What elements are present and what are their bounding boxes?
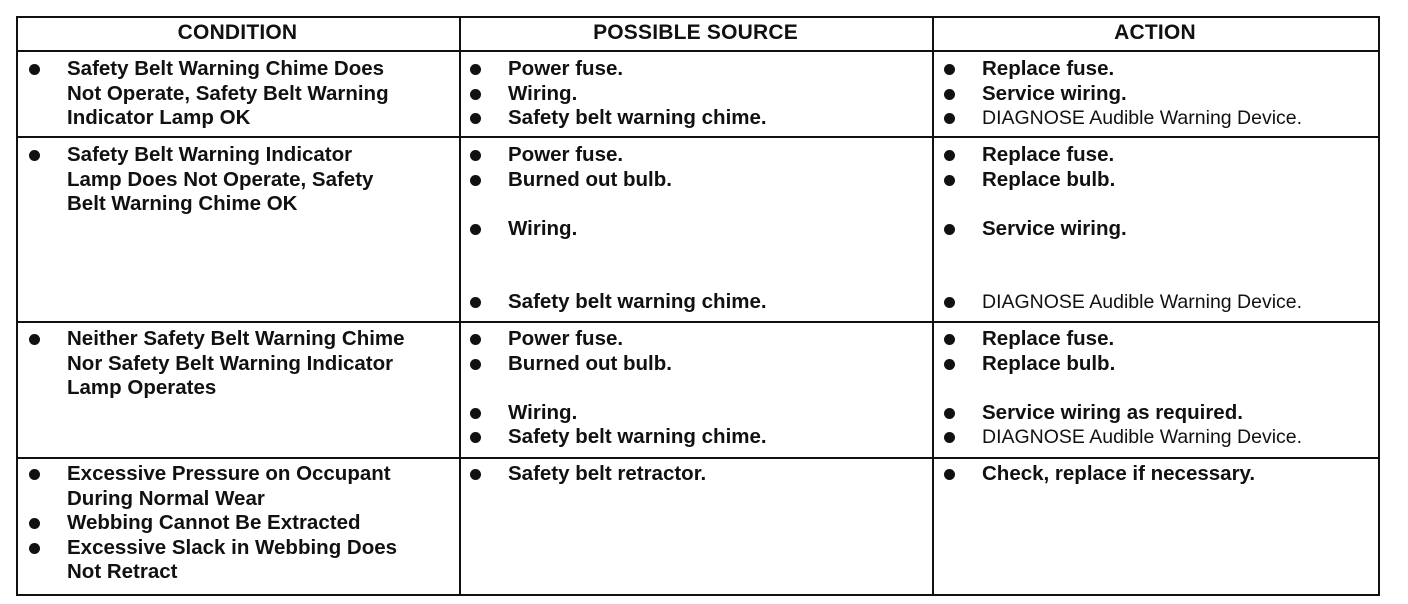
bullet-icon [944, 469, 955, 480]
condition-item-text: Webbing Cannot Be Extracted [67, 511, 361, 534]
condition-item-text: Excessive Pressure on Occupant [67, 462, 391, 485]
bullet-icon [470, 64, 481, 75]
condition-item-text: Not Operate, Safety Belt Warning [67, 81, 389, 105]
action-item-text: Replace bulb. [982, 167, 1116, 191]
bullet-icon [29, 469, 40, 480]
column-header-source: POSSIBLE SOURCE [593, 21, 798, 44]
bullet-icon [944, 432, 955, 443]
bullet-icon [944, 150, 955, 161]
condition-item-text: Lamp Does Not Operate, Safety [67, 167, 374, 191]
condition-item-text: Lamp Operates [67, 376, 217, 399]
bullet-icon [29, 543, 40, 554]
source-item-text: Wiring. [508, 400, 578, 424]
table-rule-h [16, 136, 1380, 138]
table-rule-h [16, 457, 1380, 459]
source-item-text: Safety belt retractor. [508, 462, 707, 485]
action-item-text: Service wiring as required. [982, 400, 1243, 424]
bullet-icon [944, 89, 955, 100]
bullet-icon [944, 64, 955, 75]
action-item-text: DIAGNOSE Audible Warning Device. [982, 291, 1303, 313]
bullet-icon [470, 113, 481, 124]
action-item-text: Replace fuse. [982, 327, 1115, 350]
action-item-text: Check, replace if necessary. [982, 462, 1256, 485]
condition-item-text: Indicator Lamp OK [67, 106, 251, 129]
action-item-text: Replace bulb. [982, 351, 1116, 375]
bullet-icon [29, 64, 40, 75]
source-item-text: Wiring. [508, 81, 578, 105]
source-item-text: Burned out bulb. [508, 351, 672, 375]
bullet-icon [470, 334, 481, 345]
table-rule-v [932, 16, 934, 596]
source-item-text: Wiring. [508, 216, 578, 240]
bullet-icon [470, 432, 481, 443]
table-rule-v [459, 16, 461, 596]
action-item-text: DIAGNOSE Audible Warning Device. [982, 426, 1303, 448]
condition-item-text: Safety Belt Warning Indicator [67, 143, 353, 166]
column-header-action: ACTION [1114, 21, 1196, 44]
bullet-icon [944, 408, 955, 419]
bullet-icon [944, 359, 955, 370]
bullet-icon [944, 224, 955, 235]
action-item-text: Service wiring. [982, 216, 1127, 240]
table-rule-v [16, 16, 18, 596]
bullet-icon [470, 359, 481, 370]
source-item-text: Power fuse. [508, 143, 624, 166]
bullet-icon [470, 297, 481, 308]
condition-item-text: Belt Warning Chime OK [67, 192, 298, 215]
action-item-text: Replace fuse. [982, 143, 1115, 166]
condition-item-text: During Normal Wear [67, 486, 265, 510]
condition-item-text: Safety Belt Warning Chime Does [67, 57, 385, 80]
bullet-icon [470, 175, 481, 186]
table-rule-h [16, 321, 1380, 323]
table-rule-h [16, 594, 1380, 596]
action-item-text: DIAGNOSE Audible Warning Device. [982, 107, 1303, 129]
action-item-text: Service wiring. [982, 81, 1127, 105]
bullet-icon [29, 518, 40, 529]
source-item-text: Burned out bulb. [508, 167, 672, 191]
source-item-text: Safety belt warning chime. [508, 106, 767, 129]
condition-item-text: Excessive Slack in Webbing Does [67, 535, 398, 559]
source-item-text: Safety belt warning chime. [508, 425, 767, 448]
bullet-icon [944, 334, 955, 345]
bullet-icon [470, 89, 481, 100]
bullet-icon [470, 224, 481, 235]
action-item-text: Replace fuse. [982, 57, 1115, 80]
source-item-text: Safety belt warning chime. [508, 290, 767, 313]
condition-item-text: Neither Safety Belt Warning Chime [67, 327, 405, 350]
bullet-icon [944, 297, 955, 308]
condition-item-text: Nor Safety Belt Warning Indicator [67, 351, 394, 375]
table-rule-h [16, 50, 1380, 52]
condition-item-text: Not Retract [67, 560, 178, 583]
bullet-icon [470, 469, 481, 480]
source-item-text: Power fuse. [508, 57, 624, 80]
table-rule-v [1378, 16, 1380, 596]
source-item-text: Power fuse. [508, 327, 624, 350]
bullet-icon [944, 175, 955, 186]
column-header-condition: CONDITION [177, 21, 298, 44]
bullet-icon [29, 150, 40, 161]
bullet-icon [944, 113, 955, 124]
bullet-icon [470, 150, 481, 161]
bullet-icon [470, 408, 481, 419]
bullet-icon [29, 334, 40, 345]
